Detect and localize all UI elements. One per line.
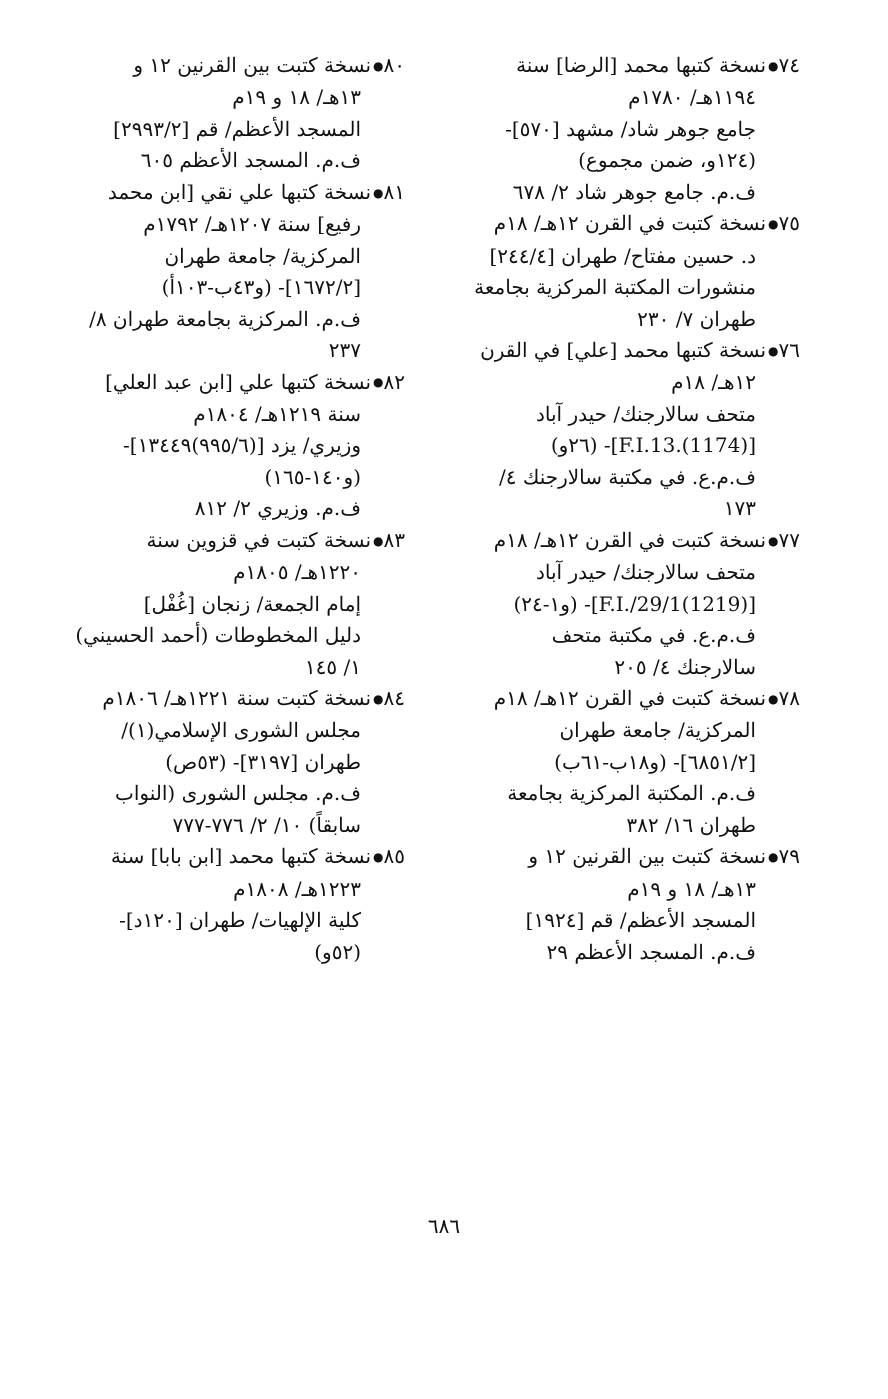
entry-text: نسخة كتبت في قزوين سنة bbox=[146, 527, 372, 552]
entry-line: مجلس الشورى الإسلامي(١)/ bbox=[121, 718, 361, 743]
catalog-entry bbox=[455, 335, 800, 525]
entry-line: المركزية/ جامعة طهران bbox=[559, 718, 756, 743]
entry-line: ١٢هـ/ ١٨م bbox=[671, 370, 756, 395]
entry-line: ف.م.ع. في مكتبة سالارجنك ٤/ bbox=[498, 464, 756, 489]
entry-number: ٧٩ bbox=[778, 844, 800, 869]
bullet-icon: ● bbox=[373, 185, 384, 200]
entry-line: ف.م. وزيري ٢/ ٨١٢ bbox=[194, 496, 361, 521]
entry-text: نسخة كتبها محمد [علي] في القرن bbox=[480, 338, 767, 362]
entry-line: جامع جوهر شاد/ مشهد [٥٧٠]- bbox=[505, 116, 756, 141]
entry-line: سالارجنك ٤/ ٢٠٥ bbox=[614, 654, 756, 679]
catalog-entry bbox=[455, 50, 800, 208]
entry-line: متحف سالارجنك/ حيدر آباد bbox=[535, 401, 756, 426]
two-column-body bbox=[60, 50, 800, 968]
entry-line: ١٧٣ bbox=[723, 496, 756, 521]
bullet-icon: ● bbox=[373, 533, 384, 548]
catalog-entry bbox=[455, 208, 800, 335]
entry-line: ١٣هـ/ ١٨ و ١٩م bbox=[627, 876, 756, 901]
entry-line: ١٣هـ/ ١٨ و ١٩م bbox=[232, 85, 361, 110]
entry-line: ١١٩٤هـ/ ١٧٨٠م bbox=[628, 85, 756, 110]
entry-line: [٦٨٥١/٢]- (و١٨ب-٦١ب) bbox=[554, 749, 756, 774]
entry-line: سابقاً) ١٠/ ٢/ ٧٧٦-٧٧٧ bbox=[172, 812, 361, 837]
catalog-entry bbox=[60, 50, 405, 177]
entry-line: ف.م. المكتبة المركزية بجامعة bbox=[507, 781, 756, 806]
entry-first-line bbox=[455, 208, 800, 240]
entry-first-line bbox=[60, 841, 405, 873]
entry-number: ٧٥ bbox=[778, 211, 800, 236]
entry-first-line bbox=[455, 335, 800, 367]
catalog-entry bbox=[455, 683, 800, 841]
entry-line: المسجد الأعظم/ قم [٢٩٩٣/٢] bbox=[113, 116, 361, 141]
entry-line: (١٢٤و، ضمن مجموع) bbox=[578, 148, 756, 173]
bullet-icon: ● bbox=[768, 343, 779, 358]
bullet-icon: ● bbox=[768, 850, 779, 864]
entry-line: رفيع] سنة ١٢٠٧هـ/ ١٧٩٢م bbox=[143, 212, 361, 236]
entry-line: كلية الإلهيات/ طهران [١٢٠د]- bbox=[119, 908, 361, 932]
entry-line: [F.I.13.(1174)]- (٢٦و) bbox=[550, 433, 756, 458]
entry-line: المركزية/ جامعة طهران bbox=[164, 243, 361, 268]
entry-line: ف.م.ع. في مكتبة متحف bbox=[551, 623, 756, 647]
entry-text: نسخة كتبت بين القرنين ١٢ و bbox=[133, 53, 372, 77]
entry-line: ١/ ١٤٥ bbox=[304, 654, 361, 679]
entry-line: سنة ١٢١٩هـ/ ١٨٠٤م bbox=[193, 401, 361, 426]
bullet-icon: ● bbox=[768, 217, 779, 231]
entry-line: [F.I./29/1(1219)]- (و١-٢٤) bbox=[513, 591, 756, 616]
entry-line: دليل المخطوطات (أحمد الحسيني) bbox=[75, 623, 361, 647]
entry-number: ٨٣ bbox=[383, 527, 405, 552]
entry-line: ف.م. المسجد الأعظم ٢٩ bbox=[546, 939, 756, 964]
entry-line: ١٢٢٠هـ/ ١٨٠٥م bbox=[233, 560, 361, 584]
entry-first-line bbox=[60, 525, 405, 557]
entry-first-line bbox=[60, 367, 405, 399]
entry-line: ف.م. مجلس الشورى (النواب bbox=[115, 781, 361, 806]
entry-line: منشورات المكتبة المركزية بجامعة bbox=[474, 275, 756, 299]
entry-line: ٢٣٧ bbox=[328, 338, 361, 362]
entry-line: د. حسين مفتاح/ طهران [٢٤٤/٤] bbox=[489, 243, 756, 268]
entry-text: نسخة كتبت في القرن ١٢هـ/ ١٨م bbox=[493, 686, 767, 710]
catalog-entry bbox=[60, 367, 405, 525]
entry-line: طهران ١٦/ ٣٨٢ bbox=[626, 812, 756, 837]
entry-number: ٨٢ bbox=[383, 369, 405, 394]
entry-line: (و١٤٠-١٦٥) bbox=[264, 464, 361, 489]
page-number: ٦٨٦ bbox=[427, 1214, 461, 1238]
entry-text: نسخة كتبها محمد [الرضا] سنة bbox=[516, 53, 767, 77]
entry-line: وزيري/ يزد [(٩٩٥/٦)١٣٤٤٩]- bbox=[123, 433, 361, 458]
bullet-icon: ● bbox=[768, 691, 779, 706]
entry-first-line bbox=[455, 50, 800, 82]
entry-number: ٨٤ bbox=[383, 686, 405, 710]
entry-first-line bbox=[455, 525, 800, 557]
entry-text: نسخة كتبها علي نقي [ابن محمد bbox=[107, 179, 372, 204]
entry-text: نسخة كتبت في القرن ١٢هـ/ ١٨م bbox=[493, 211, 767, 236]
bullet-icon: ● bbox=[373, 691, 384, 706]
bullet-icon: ● bbox=[768, 58, 779, 73]
bullet-icon: ● bbox=[373, 375, 384, 390]
entry-text: نسخة كتبت في القرن ١٢هـ/ ١٨م bbox=[493, 527, 767, 552]
entry-line: ف.م. المركزية بجامعة طهران ٨/ bbox=[89, 306, 361, 331]
entry-number: ٨٥ bbox=[383, 844, 405, 869]
entry-line: ف.م. المسجد الأعظم ٦٠٥ bbox=[140, 148, 361, 173]
left-column bbox=[60, 50, 405, 968]
entry-line: (٥٢و) bbox=[314, 939, 361, 964]
entry-line: ف.م. جامع جوهر شاد ٢/ ٦٧٨ bbox=[512, 179, 756, 204]
entry-line: طهران ٧/ ٢٣٠ bbox=[637, 306, 756, 331]
entry-line: متحف سالارجنك/ حيدر آباد bbox=[535, 560, 756, 584]
entry-line: ١٢٢٣هـ/ ١٨٠٨م bbox=[233, 876, 361, 901]
entry-first-line bbox=[60, 177, 405, 209]
entry-line: [١٦٧٢/٢]- (و٤٣ب-١٠٣أ) bbox=[161, 275, 361, 299]
entry-number: ٨١ bbox=[383, 179, 405, 204]
entry-number: ٧٧ bbox=[778, 527, 800, 552]
entry-number: ٨٠ bbox=[383, 53, 405, 77]
bullet-icon: ● bbox=[373, 58, 384, 73]
entry-number: ٧٦ bbox=[778, 338, 800, 362]
entry-line: إمام الجمعة/ زنجان [غُفْل] bbox=[143, 591, 361, 616]
bullet-icon: ● bbox=[373, 850, 384, 864]
catalog-entry bbox=[60, 525, 405, 683]
bullet-icon: ● bbox=[768, 533, 779, 548]
catalog-entry bbox=[60, 841, 405, 968]
catalog-entry bbox=[455, 525, 800, 683]
entry-text: نسخة كتبت بين القرنين ١٢ و bbox=[528, 844, 767, 869]
right-column bbox=[455, 50, 800, 968]
entry-first-line bbox=[455, 683, 800, 715]
entry-line: المسجد الأعظم/ قم [١٩٢٤] bbox=[525, 908, 756, 932]
entry-text: نسخة كتبها علي [ابن عبد العلي] bbox=[105, 369, 372, 394]
catalog-entry bbox=[60, 683, 405, 841]
entry-first-line bbox=[455, 841, 800, 873]
catalog-entry bbox=[60, 177, 405, 367]
entry-number: ٧٨ bbox=[778, 686, 800, 710]
entry-first-line bbox=[60, 683, 405, 715]
entry-first-line bbox=[60, 50, 405, 82]
catalog-entry bbox=[455, 841, 800, 968]
entry-line: طهران [٣١٩٧]- (٥٣ص) bbox=[165, 749, 361, 774]
entry-number: ٧٤ bbox=[778, 53, 800, 77]
entry-text: نسخة كتبها محمد [ابن بابا] سنة bbox=[110, 844, 372, 869]
entry-text: نسخة كتبت سنة ١٢٢١هـ/ ١٨٠٦م bbox=[102, 686, 372, 710]
